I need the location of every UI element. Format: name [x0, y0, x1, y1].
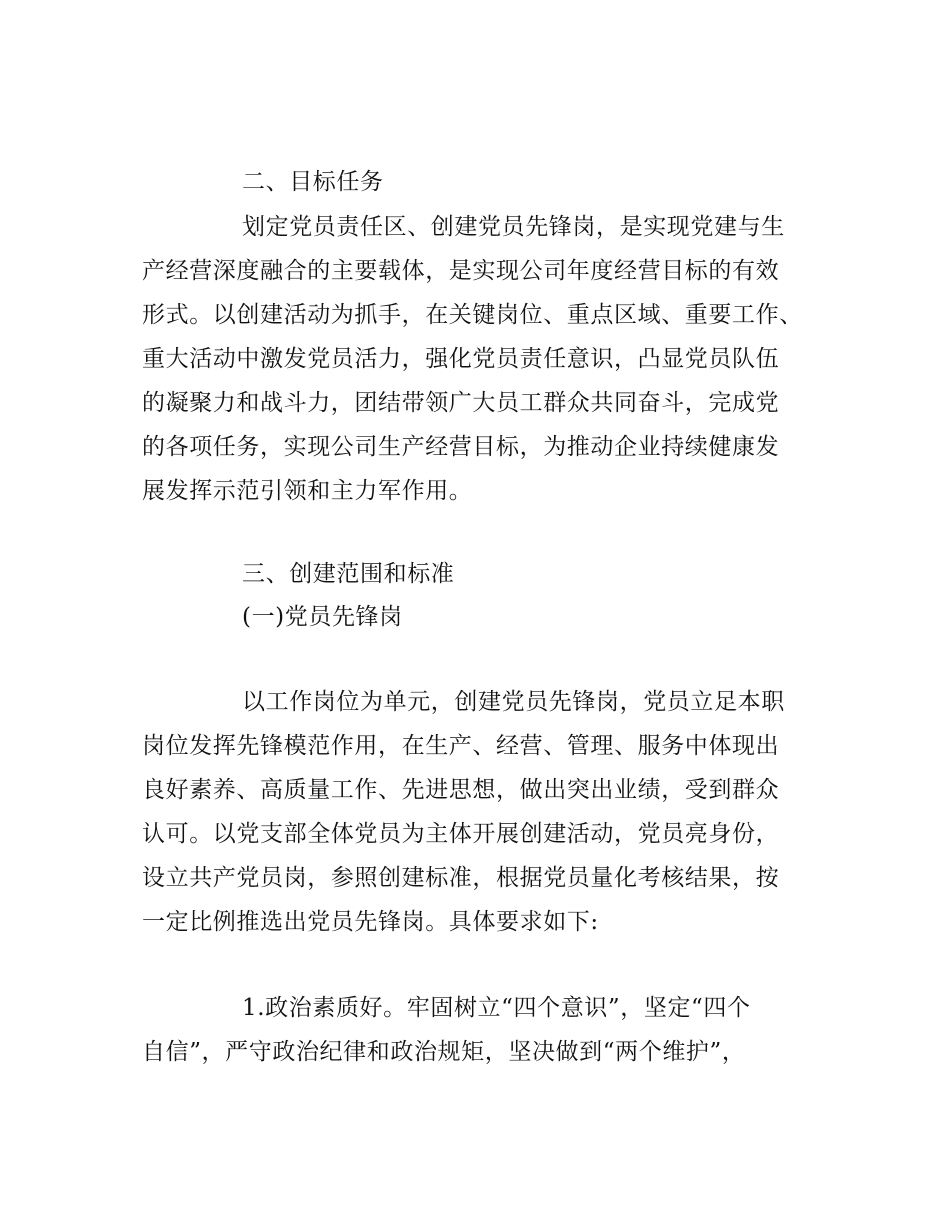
subsection-heading: (一)党员先锋岗 [242, 604, 403, 630]
paragraph-line: 划定党员责任区、创建党员先锋岗，是实现党建与生 [242, 214, 785, 240]
paragraph-line: 形式。以创建活动为抓手，在关键岗位、重点区域、重要工作、 [142, 302, 803, 328]
paragraph-line: 良好素养、高质量工作、先进思想，做出突出业绩，受到群众 [142, 777, 780, 803]
paragraph-line: 一定比例推选出党员先锋岗。具体要求如下: [142, 909, 599, 935]
paragraph-line: 认可。以党支部全体党员为主体开展创建活动，党员亮身份， [142, 821, 780, 847]
paragraph-line: 设立共产党员岗，参照创建标准，根据党员量化考核结果，按 [142, 865, 780, 891]
paragraph-line: 重大活动中激发党员活力，强化党员责任意识，凸显党员队伍 [142, 346, 780, 372]
paragraph-line: 的凝聚力和战斗力，团结带领广大员工群众共同奋斗，完成党 [142, 390, 780, 416]
paragraph-line: 产经营深度融合的主要载体，是实现公司年度经营目标的有效 [142, 258, 780, 284]
paragraph-line: 展发挥示范引领和主力军作用。 [142, 478, 473, 504]
list-item-line: 1.政治素质好。牢固树立“四个意识”，坚定“四个 [242, 995, 751, 1021]
paragraph-line: 的各项任务，实现公司生产经营目标，为推动企业持续健康发 [142, 434, 780, 460]
section-heading-goals: 二、目标任务 [242, 169, 384, 195]
list-item-line: 自信”，严守政治纪律和政治规矩，坚决做到“两个维护”， [142, 1039, 746, 1065]
paragraph-line: 岗位发挥先锋模范作用，在生产、经营、管理、服务中体现出 [142, 733, 780, 759]
section-heading-scope: 三、创建范围和标准 [242, 561, 455, 587]
paragraph-line: 以工作岗位为单元，创建党员先锋岗，党员立足本职 [242, 689, 785, 715]
